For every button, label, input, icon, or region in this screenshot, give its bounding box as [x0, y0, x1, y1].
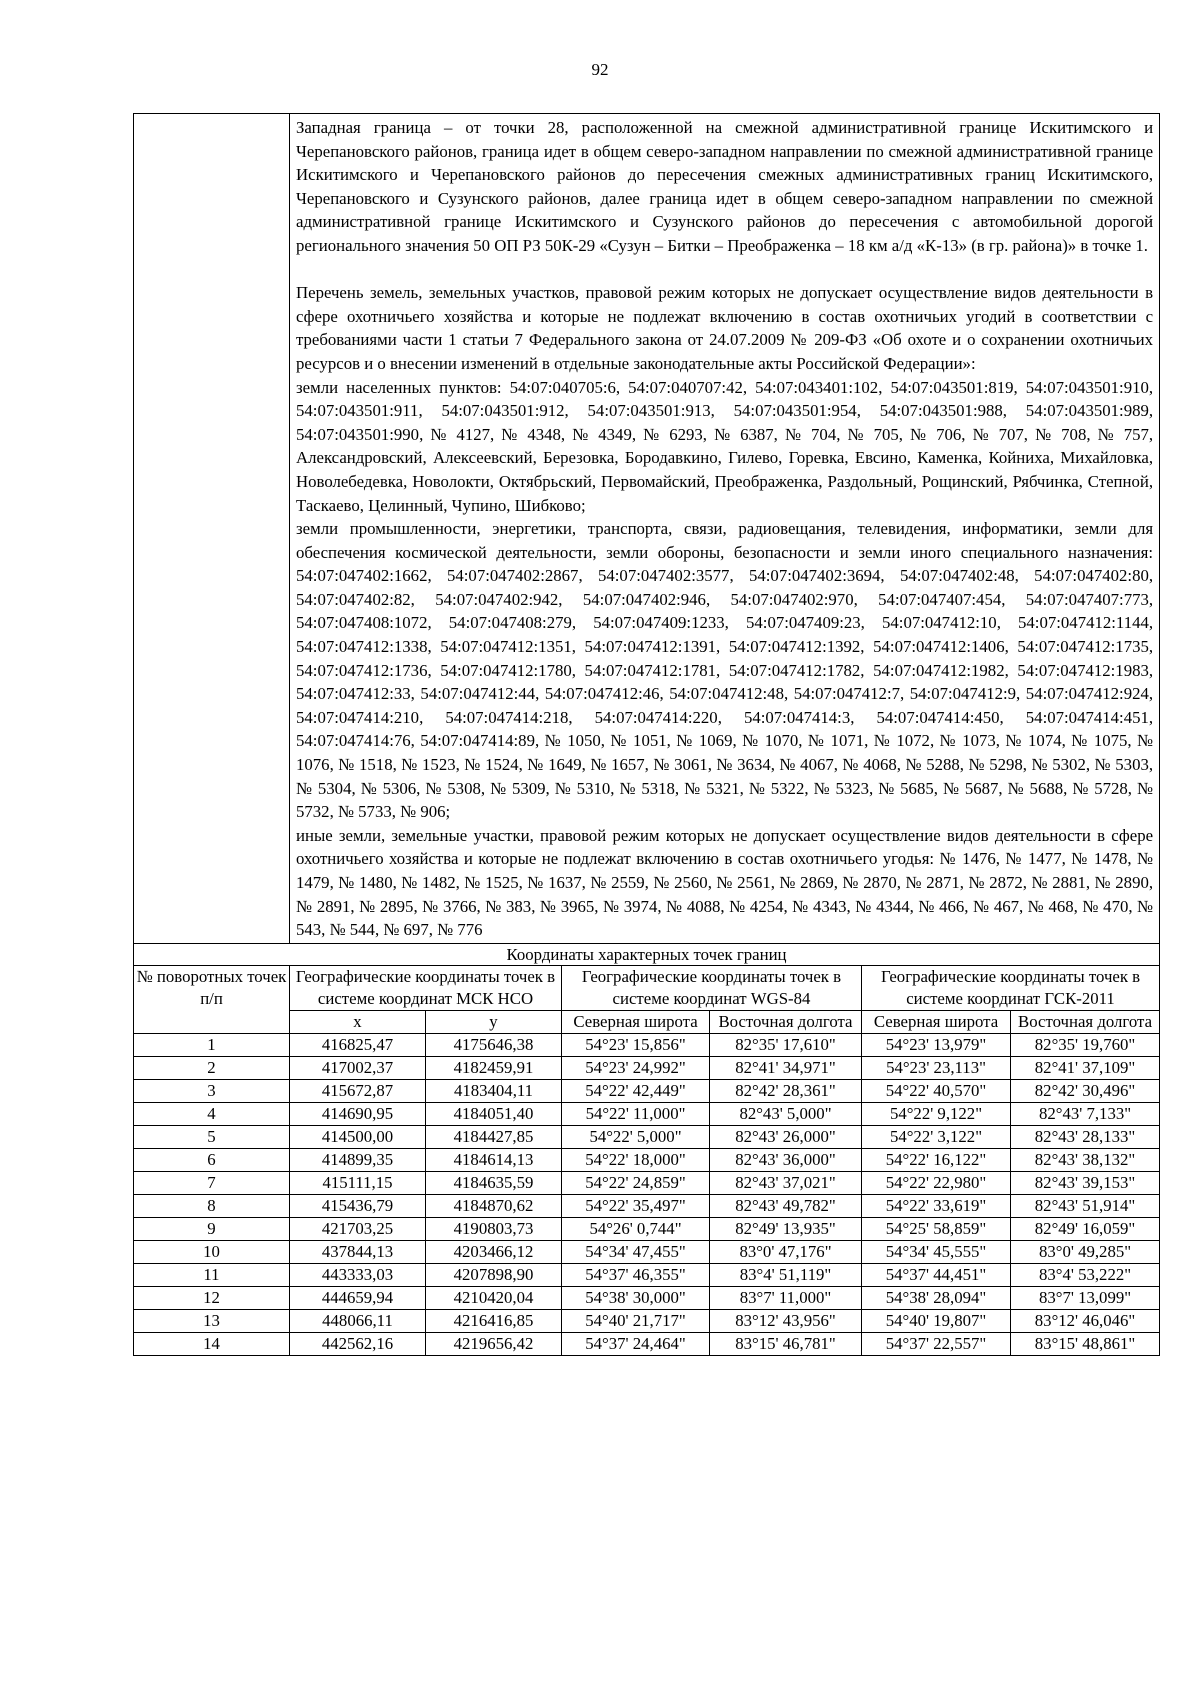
- cell-point-number: 1: [134, 1033, 290, 1056]
- cell-point-number: 8: [134, 1194, 290, 1217]
- coords-title-row: [134, 943, 1160, 965]
- cell-wgs-lon: 82°43' 49,782": [710, 1194, 862, 1217]
- cell-gsk-lat: 54°22' 9,122": [862, 1102, 1011, 1125]
- cell-wgs-lon: 82°43' 37,021": [710, 1171, 862, 1194]
- cell-wgs-lat: 54°37' 24,464": [562, 1332, 710, 1355]
- cell-msk-y: 4210420,04: [426, 1286, 562, 1309]
- cell-point-number: 10: [134, 1240, 290, 1263]
- western-border-paragraph: Западная граница – от точки 28, расположенной на смежной административной границе Искитимского и Черепановского районов, граница идет в общем северо-западном направлении по смежной административной границе Искитимского и Черепановского районов до пересечения смежных административных границ Искитимского, Черепановского и Сузунского районов, далее граница идет в общем северо-западном направлении по смежной административной границе Искитимского и Сузунского районов до пересечения с автомобильной дорогой регионального значения 50 ОП РЗ 50К-29 «Сузун – Битки – Преображенка – 18 км а/д «К-13» (в гр. района)» в точке 1.: [296, 118, 1154, 255]
- cell-msk-x: 415436,79: [290, 1194, 426, 1217]
- cell-wgs-lat: 54°22' 24,859": [562, 1171, 710, 1194]
- cell-wgs-lon: 83°0' 47,176": [710, 1240, 862, 1263]
- cell-point-number: 7: [134, 1171, 290, 1194]
- cell-wgs-lat: 54°38' 30,000": [562, 1286, 710, 1309]
- coords-title: Координаты характерных точек границ: [134, 943, 1160, 965]
- industrial-lands-paragraph: земли промышленности, энергетики, транспорта, связи, радиовещания, телевидения, информатики, земли для обеспечения космической деятельности, земли обороны, безопасности и земли иного специального назначения: 54:07:047402:1662, 54:07:047402:2867, 54:07:047402:3577, 54:07:047402:3694, 54:07:047402:48, 54:07:047402:80, 54:07:047402:82, 54:07:047402:942, 54:07:047402:946, 54:07:047402:970, 54:07:047407:454, 54:07:047407:773, 54:07:047408:1072, 54:07:047408:279, 54:07:047409:1233, 54:07:047409:23, 54:07:047412:10, 54:07:047412:1144, 54:07:047412:1338, 54:07:047412:1351, 54:07:047412:1391, 54:07:047412:1392, 54:07:047412:1406, 54:07:047412:1735, 54:07:047412:1736, 54:07:047412:1780, 54:07:047412:1781, 54:07:047412:1782, 54:07:047412:1982, 54:07:047412:1983, 54:07:047412:33, 54:07:047412:44, 54:07:047412:46, 54:07:047412:48, 54:07:047412:7, 54:07:047412:9, 54:07:047412:924, 54:07:047414:210, 54:07:047414:218, 54:07:047414:220, 54:07:047414:3, 54:07:047414:450, 54:07:047414:451, 54:07:047414:76, 54:07:047414:89, № 1050, № 1051, № 1069, № 1070, № 1071, № 1072, № 1073, № 1074, № 1075, № 1076, № 1518, № 1523, № 1524, № 1649, № 1657, № 3061, № 3634, № 4067, № 4068, № 5288, № 5298, № 5302, № 5303, № 5304, № 5306, № 5308, № 5309, № 5310, № 5318, № 5321, № 5322, № 5323, № 5685, № 5687, № 5688, № 5728, № 5732, № 5733, № 906;: [296, 519, 1154, 822]
- cell-msk-x: 415672,87: [290, 1079, 426, 1102]
- header-gsk2011: Географические координаты точек в системе координат ГСК-2011: [862, 965, 1160, 1010]
- cell-msk-x: 442562,16: [290, 1332, 426, 1355]
- header-x: x: [290, 1010, 426, 1033]
- cell-gsk-lat: 54°22' 33,619": [862, 1194, 1011, 1217]
- cell-wgs-lon: 82°49' 13,935": [710, 1217, 862, 1240]
- cell-wgs-lon: 82°43' 5,000": [710, 1102, 862, 1125]
- cell-wgs-lat: 54°37' 46,355": [562, 1263, 710, 1286]
- cell-wgs-lat: 54°22' 35,497": [562, 1194, 710, 1217]
- cell-msk-y: 4216416,85: [426, 1309, 562, 1332]
- table-row: [134, 1286, 1160, 1309]
- cell-msk-x: 415111,15: [290, 1171, 426, 1194]
- cell-msk-x: 444659,94: [290, 1286, 426, 1309]
- cell-wgs-lat: 54°26' 0,744": [562, 1217, 710, 1240]
- cell-wgs-lon: 83°7' 11,000": [710, 1286, 862, 1309]
- table-row: [134, 1079, 1160, 1102]
- cell-wgs-lon: 83°4' 51,119": [710, 1263, 862, 1286]
- cell-gsk-lat: 54°22' 3,122": [862, 1125, 1011, 1148]
- cell-wgs-lat: 54°34' 47,455": [562, 1240, 710, 1263]
- cell-point-number: 12: [134, 1286, 290, 1309]
- lands-intro-paragraph: Перечень земель, земельных участков, правовой режим которых не допускает осуществление видов деятельности в сфере охотничьего хозяйства и которые не подлежат включению в состав охотничьих угодий в соответствии с требованиями части 1 статьи 7 Федерального закона от 24.07.2009 № 209-ФЗ «Об охоте и о сохранении охотничьих ресурсов и о внесении изменений в отдельные законодательные акты Российской Федерации»:: [296, 283, 1154, 373]
- table-row: [134, 1056, 1160, 1079]
- cell-point-number: 5: [134, 1125, 290, 1148]
- cell-msk-y: 4207898,90: [426, 1263, 562, 1286]
- cell-gsk-lon: 83°4' 53,222": [1011, 1263, 1160, 1286]
- document-table: [133, 113, 1160, 1356]
- cell-msk-y: 4184051,40: [426, 1102, 562, 1125]
- cell-gsk-lon: 82°43' 51,914": [1011, 1194, 1160, 1217]
- cell-gsk-lon: 83°12' 46,046": [1011, 1309, 1160, 1332]
- cell-msk-y: 4184635,59: [426, 1171, 562, 1194]
- cell-msk-x: 414690,95: [290, 1102, 426, 1125]
- table-row: [134, 1263, 1160, 1286]
- cell-gsk-lon: 83°0' 49,285": [1011, 1240, 1160, 1263]
- cell-wgs-lon: 82°41' 34,971": [710, 1056, 862, 1079]
- empty-cell: [134, 114, 290, 944]
- cell-msk-x: 448066,11: [290, 1309, 426, 1332]
- cell-point-number: 6: [134, 1148, 290, 1171]
- cell-gsk-lat: 54°34' 45,555": [862, 1240, 1011, 1263]
- cell-wgs-lat: 54°22' 11,000": [562, 1102, 710, 1125]
- cell-gsk-lat: 54°25' 58,859": [862, 1217, 1011, 1240]
- cell-msk-y: 4219656,42: [426, 1332, 562, 1355]
- cell-msk-y: 4183404,11: [426, 1079, 562, 1102]
- cell-gsk-lat: 54°37' 44,451": [862, 1263, 1011, 1286]
- table-row: [134, 1125, 1160, 1148]
- header-y: y: [426, 1010, 562, 1033]
- cell-msk-x: 443333,03: [290, 1263, 426, 1286]
- settlement-lands-paragraph: земли населенных пунктов: 54:07:040705:6, 54:07:040707:42, 54:07:043401:102, 54:07:043501:819, 54:07:043501:910, 54:07:043501:911, 54:07:043501:912, 54:07:043501:913, 54:07:043501:954, 54:07:043501:988, 54:07:043501:989, 54:07:043501:990, № 4127, № 4348, № 4349, № 6293, № 6387, № 704, № 705, № 706, № 707, № 708, № 757, Александровский, Алексеевский, Березовка, Бородавкино, Гилево, Горевка, Евсино, Каменка, Койниха, Михайловка, Новолебедевка, Новолокти, Октябрьский, Первомайский, Преображенка, Раздольный, Рощинский, Рябчинка, Степной, Таскаево, Целинный, Чупино, Шибково;: [296, 377, 1154, 515]
- table-row: [134, 1194, 1160, 1217]
- cell-msk-x: 417002,37: [290, 1056, 426, 1079]
- cell-wgs-lon: 82°35' 17,610": [710, 1033, 862, 1056]
- table-row: [134, 1309, 1160, 1332]
- cell-gsk-lon: 83°7' 13,099": [1011, 1286, 1160, 1309]
- cell-gsk-lat: 54°37' 22,557": [862, 1332, 1011, 1355]
- other-lands-paragraph: иные земли, земельные участки, правовой режим которых не допускает осуществление видов деятельности в сфере охотничьего хозяйства и которые не подлежат включению в состав охотничьего угодья: № 1476, № 1477, № 1478, № 1479, № 1480, № 1482, № 1525, № 1637, № 2559, № 2560, № 2561, № 2869, № 2870, № 2871, № 2872, № 2881, № 2890, № 2891, № 2895, № 3766, № 383, № 3965, № 3974, № 4088, № 4254, № 4343, № 4344, № 466, № 467, № 468, № 470, № 543, № 544, № 697, № 776: [296, 825, 1154, 940]
- table-row: [134, 1217, 1160, 1240]
- header-gsk-lon: Восточная долгота: [1011, 1010, 1160, 1033]
- cell-point-number: 11: [134, 1263, 290, 1286]
- cell-msk-y: 4184614,13: [426, 1148, 562, 1171]
- cell-gsk-lat: 54°23' 23,113": [862, 1056, 1011, 1079]
- cell-msk-x: 414899,35: [290, 1148, 426, 1171]
- cell-msk-x: 421703,25: [290, 1217, 426, 1240]
- table-row: [134, 1332, 1160, 1355]
- cell-msk-x: 414500,00: [290, 1125, 426, 1148]
- cell-gsk-lat: 54°38' 28,094": [862, 1286, 1011, 1309]
- description-cell: [290, 114, 1160, 944]
- cell-wgs-lat: 54°23' 24,992": [562, 1056, 710, 1079]
- cell-point-number: 2: [134, 1056, 290, 1079]
- cell-wgs-lat: 54°22' 5,000": [562, 1125, 710, 1148]
- cell-gsk-lat: 54°22' 40,570": [862, 1079, 1011, 1102]
- cell-gsk-lat: 54°40' 19,807": [862, 1309, 1011, 1332]
- cell-msk-x: 437844,13: [290, 1240, 426, 1263]
- cell-wgs-lat: 54°22' 42,449": [562, 1079, 710, 1102]
- table-row: [134, 1033, 1160, 1056]
- table-row: [134, 1102, 1160, 1125]
- header-wgs-lon: Восточная долгота: [710, 1010, 862, 1033]
- cell-wgs-lon: 83°12' 43,956": [710, 1309, 862, 1332]
- cell-gsk-lon: 82°49' 16,059": [1011, 1217, 1160, 1240]
- cell-wgs-lat: 54°23' 15,856": [562, 1033, 710, 1056]
- cell-gsk-lon: 82°43' 7,133": [1011, 1102, 1160, 1125]
- cell-point-number: 4: [134, 1102, 290, 1125]
- header-point-number: № поворотных точек п/п: [134, 965, 290, 1033]
- cell-gsk-lon: 82°41' 37,109": [1011, 1056, 1160, 1079]
- cell-gsk-lat: 54°23' 13,979": [862, 1033, 1011, 1056]
- table-row: [134, 1148, 1160, 1171]
- description-row: [134, 114, 1160, 944]
- cell-gsk-lat: 54°22' 16,122": [862, 1148, 1011, 1171]
- header-gsk-lat: Северная широта: [862, 1010, 1011, 1033]
- cell-gsk-lon: 83°15' 48,861": [1011, 1332, 1160, 1355]
- cell-wgs-lon: 82°43' 26,000": [710, 1125, 862, 1148]
- cell-msk-y: 4184870,62: [426, 1194, 562, 1217]
- cell-wgs-lat: 54°22' 18,000": [562, 1148, 710, 1171]
- cell-msk-x: 416825,47: [290, 1033, 426, 1056]
- cell-gsk-lon: 82°43' 38,132": [1011, 1148, 1160, 1171]
- header-wgs-lat: Северная широта: [562, 1010, 710, 1033]
- cell-point-number: 9: [134, 1217, 290, 1240]
- cell-wgs-lon: 82°43' 36,000": [710, 1148, 862, 1171]
- cell-point-number: 13: [134, 1309, 290, 1332]
- cell-wgs-lat: 54°40' 21,717": [562, 1309, 710, 1332]
- cell-gsk-lon: 82°42' 30,496": [1011, 1079, 1160, 1102]
- cell-msk-y: 4203466,12: [426, 1240, 562, 1263]
- cell-msk-y: 4182459,91: [426, 1056, 562, 1079]
- cell-wgs-lon: 83°15' 46,781": [710, 1332, 862, 1355]
- cell-gsk-lon: 82°35' 19,760": [1011, 1033, 1160, 1056]
- cell-msk-y: 4175646,38: [426, 1033, 562, 1056]
- cell-point-number: 3: [134, 1079, 290, 1102]
- cell-wgs-lon: 82°42' 28,361": [710, 1079, 862, 1102]
- cell-gsk-lat: 54°22' 22,980": [862, 1171, 1011, 1194]
- cell-msk-y: 4184427,85: [426, 1125, 562, 1148]
- table-row: [134, 1171, 1160, 1194]
- cell-msk-y: 4190803,73: [426, 1217, 562, 1240]
- header-wgs84: Географические координаты точек в системе координат WGS-84: [562, 965, 862, 1010]
- table-row: [134, 1240, 1160, 1263]
- cell-point-number: 14: [134, 1332, 290, 1355]
- page-number: 92: [591, 60, 609, 79]
- header-row-1: [134, 965, 1160, 1010]
- cell-gsk-lon: 82°43' 39,153": [1011, 1171, 1160, 1194]
- header-msk: Географические координаты точек в системе координат МСК НСО: [290, 965, 562, 1010]
- cell-gsk-lon: 82°43' 28,133": [1011, 1125, 1160, 1148]
